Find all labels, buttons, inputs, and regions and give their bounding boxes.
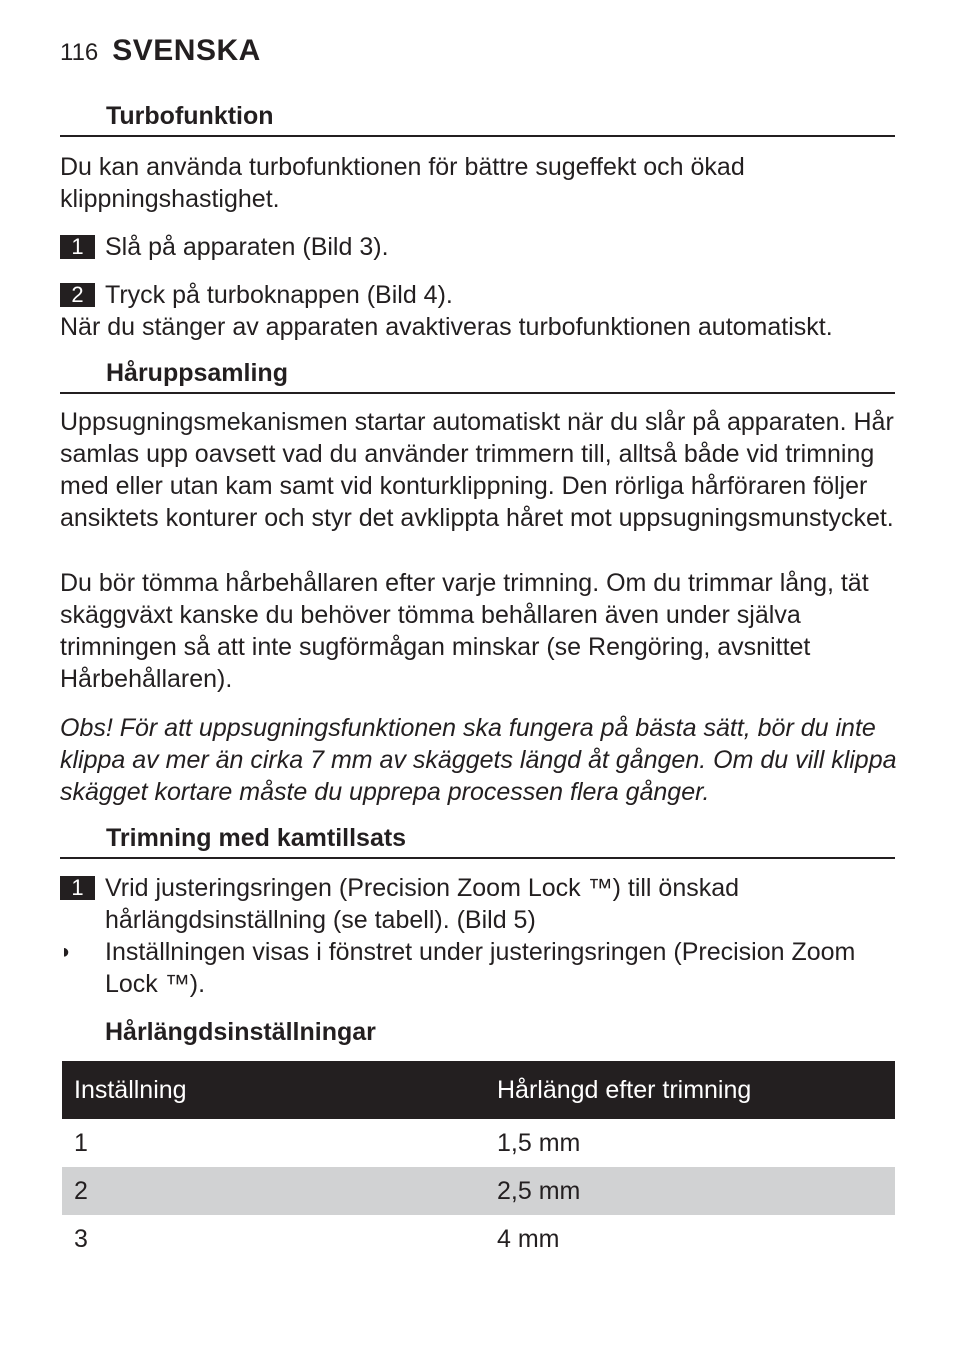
- section-hair-collection: [60, 358, 895, 394]
- turbo-intro: Du kan använda turbofunktionen för bättre sugeffekt och ökad klippningshastighet.: [60, 153, 745, 213]
- table-cell-length: 1,5 mm: [497, 1128, 581, 1157]
- page-header: [60, 34, 261, 68]
- step-number-badge: 1: [60, 876, 95, 900]
- table-cell-setting: 3: [74, 1224, 88, 1253]
- column-header-setting: Inställning: [62, 1061, 479, 1119]
- section-title-hair: Håruppsamling: [60, 358, 895, 394]
- comb-step-1: [60, 872, 900, 936]
- table-row: [62, 1119, 895, 1167]
- section-turbo: [60, 101, 895, 137]
- turbo-step-1: [60, 231, 900, 263]
- step-text: Vrid justeringsringen (Precision Zoom Lock ™) till önskad hårlängdsinställning (se tabell). (Bild 5): [105, 874, 740, 934]
- hair-note: Obs! För att uppsugningsfunktionen ska fungera på bästa sätt, bör du inte klippa av mer än cirka 7 mm av skäggets längd åt gången. Om du vill klippa skägget kortare måste du upprepa processen flera gånger.: [60, 714, 897, 806]
- section-title-turbo: Turbofunktion: [60, 101, 895, 137]
- hair-paragraph-2: Du bör tömma hårbehållaren efter varje trimning. Om du trimmar lång, tät skäggväxt kanske du behöver tömma behållaren även under själva trimningen så att inte sugförmågan minskar (se Rengöring, avsnittet Hårbehållaren).: [60, 569, 869, 693]
- table-cell-length: 4 mm: [497, 1224, 560, 1253]
- result-bullet-icon: ◗: [60, 941, 73, 963]
- table-row: [62, 1167, 895, 1215]
- step-number-badge: 1: [60, 235, 95, 259]
- hair-length-table: [62, 1061, 895, 1263]
- step-text: Slå på apparaten (Bild 3).: [105, 233, 389, 261]
- turbo-note: När du stänger av apparaten avaktiveras turbofunktionen automatiskt.: [60, 313, 833, 341]
- language-heading: SVENSKA: [112, 34, 261, 67]
- table-header-row: [62, 1061, 895, 1119]
- section-title-comb: Trimning med kamtillsats: [60, 823, 895, 859]
- column-header-length: Hårlängd efter trimning: [479, 1061, 895, 1119]
- section-comb: [60, 823, 895, 859]
- table-cell-setting: 1: [74, 1128, 88, 1157]
- page-number: 116: [60, 39, 99, 66]
- hair-paragraph-1: Uppsugningsmekanismen startar automatiskt när du slår på apparaten. Hår samlas upp oavsett vad du använder trimmern till, alltså både vid trimning med eller utan kam samt vid konturklippning. Den rörliga hårföraren följer ansiktets konturer och styr det avklippta håret mot uppsugningsmunstycket.: [60, 408, 894, 532]
- step-number-badge: 2: [60, 283, 95, 307]
- comb-result-bullet: [60, 936, 900, 1000]
- turbo-step-2: [60, 279, 900, 311]
- table-title: Hårlängdsinställningar: [105, 1018, 376, 1046]
- table-cell-setting: 2: [62, 1167, 479, 1215]
- step-text: Tryck på turboknappen (Bild 4).: [105, 281, 453, 309]
- table-cell-length: 2,5 mm: [479, 1167, 895, 1215]
- bullet-text: Inställningen visas i fönstret under justeringsringen (Precision Zoom Lock ™).: [105, 938, 856, 998]
- table-row: [62, 1215, 895, 1263]
